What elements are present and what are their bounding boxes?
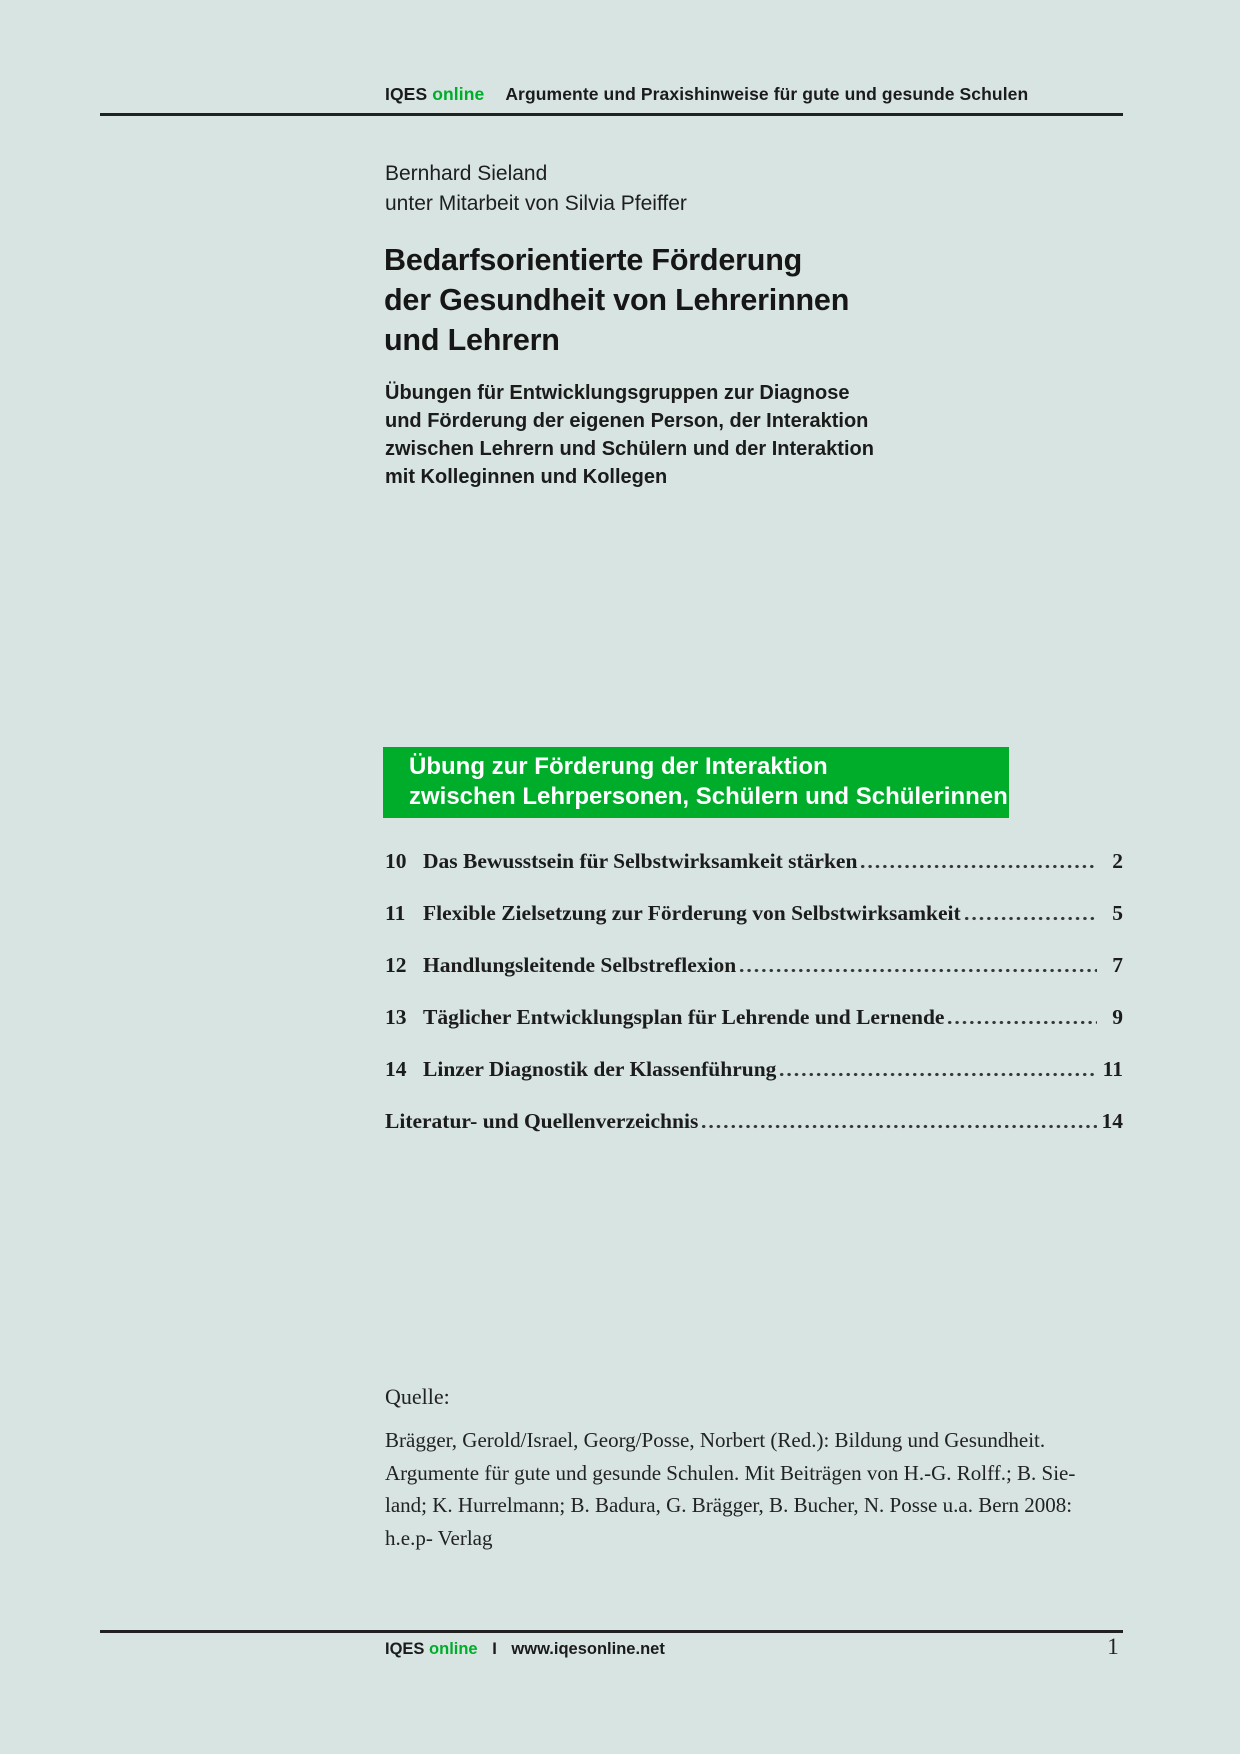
- subtitle-line: Übungen für Entwicklungsgruppen zur Diagnose: [385, 382, 850, 404]
- toc-entry-number: 10: [385, 849, 407, 873]
- footer-brand-suffix: online: [429, 1640, 478, 1658]
- page-footer: [385, 1640, 665, 1659]
- toc-entry: [385, 992, 1123, 1044]
- toc-entry-title: Linzer Diagnostik der Klassenführung: [423, 1057, 777, 1081]
- toc-entry: [385, 1096, 1123, 1148]
- toc-entry-page: 14: [1101, 1109, 1123, 1133]
- banner-line: Übung zur Förderung der Interaktion: [409, 753, 828, 780]
- toc-entry-page: 11: [1102, 1057, 1123, 1081]
- subtitle-line: mit Kolleginnen und Kollegen: [385, 466, 668, 488]
- toc-entry: [385, 888, 1123, 940]
- toc-leader-dots: [859, 848, 1097, 888]
- footer-brand-name: IQES: [385, 1640, 425, 1658]
- document-title: [384, 240, 849, 360]
- footer-url: www.iqesonline.net: [511, 1640, 665, 1658]
- toc-entry-title: Täglicher Entwicklungsplan für Lehrende und Lernende: [423, 1005, 945, 1029]
- title-line: Bedarfsorientierte Förderung: [384, 243, 803, 277]
- header-divider: [100, 113, 1123, 116]
- title-line: der Gesundheit von Lehrerinnen: [384, 283, 850, 317]
- source-citation-line: h.e.p- Verlag: [385, 1525, 493, 1550]
- toc-entry: [385, 1044, 1123, 1096]
- footer-divider: [100, 1630, 1123, 1633]
- source-label: Quelle:: [385, 1384, 450, 1409]
- toc-leader-dots: [738, 952, 1097, 992]
- toc-entry-title: Flexible Zielsetzung zur Förderung von Selbstwirksamkeit: [423, 901, 961, 925]
- author-collaboration: unter Mitarbeit von Silvia Pfeiffer: [385, 192, 687, 215]
- header-tagline: Argumente und Praxishinweise für gute und gesunde Schulen: [505, 84, 1029, 104]
- brand-name: IQES: [385, 84, 428, 104]
- toc-entry-title: Literatur- und Quellenverzeichnis: [385, 1109, 699, 1133]
- toc-entry-page: 5: [1112, 901, 1123, 925]
- toc-entry: [385, 836, 1123, 888]
- toc-entry-title: Das Bewusstsein für Selbstwirksamkeit stärken: [423, 849, 858, 873]
- toc-leader-dots: [778, 1056, 1097, 1096]
- toc-leader-dots: [963, 900, 1097, 940]
- source-citation: [385, 1424, 1075, 1554]
- toc-leader-dots: [700, 1108, 1097, 1148]
- toc-entry-number: 12: [385, 953, 407, 977]
- toc-entry-page: 9: [1112, 1005, 1123, 1029]
- toc-entry-page: 7: [1112, 953, 1123, 977]
- toc-entry-number: 11: [385, 901, 406, 925]
- toc-entry-title: Handlungsleitende Selbstreflexion: [423, 953, 737, 977]
- footer-separator: I: [492, 1640, 497, 1658]
- page-header: [385, 84, 1028, 105]
- subtitle-line: zwischen Lehrern und Schülern und der Interaktion: [385, 438, 874, 460]
- author-name: Bernhard Sieland: [385, 162, 548, 185]
- section-banner: [383, 747, 1009, 818]
- toc-entry: [385, 940, 1123, 992]
- toc-entry-page: 2: [1112, 849, 1123, 873]
- toc-entry-number: 13: [385, 1005, 407, 1029]
- title-line: und Lehrern: [384, 323, 560, 357]
- source-citation-line: Argumente für gute und gesunde Schulen. Mit Beiträgen von H.-G. Rolff.; B. Sie-: [385, 1460, 1076, 1485]
- brand-suffix: online: [432, 84, 485, 104]
- toc-entry-number: 14: [385, 1057, 407, 1081]
- toc-leader-dots: [946, 1004, 1097, 1044]
- banner-line: zwischen Lehrpersonen, Schülern und Schülerinnen: [409, 782, 1008, 810]
- source-citation-line: Brägger, Gerold/Israel, Georg/Posse, Norbert (Red.): Bildung und Gesundheit.: [385, 1428, 1046, 1452]
- page-number: 1: [1107, 1634, 1119, 1659]
- author-block: [385, 159, 687, 219]
- document-subtitle: [385, 379, 874, 491]
- source-citation-line: land; K. Hurrelmann; B. Badura, G. Brägger, B. Bucher, N. Posse u.a. Bern 2008:: [385, 1493, 1073, 1517]
- table-of-contents: [385, 836, 1123, 1148]
- subtitle-line: und Förderung der eigenen Person, der Interaktion: [385, 410, 869, 432]
